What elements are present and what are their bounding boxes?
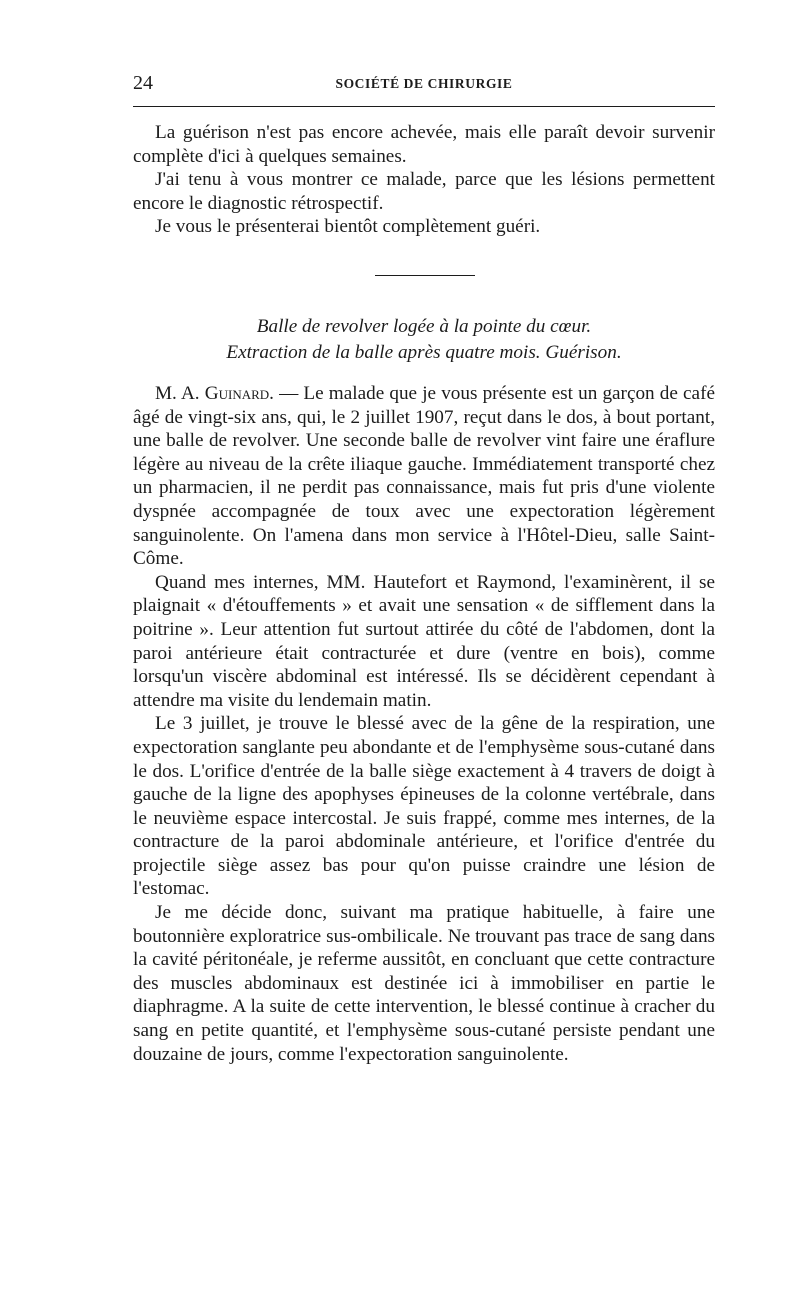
article-paragraph-1 (133, 382, 715, 571)
article-paragraph-3: Le 3 juillet, je trouve le blessé avec de la gêne de la respiration, une expectoration sanglante peu abondante et de l'emphysème sous-cutané dans le dos. L'orifice d'entrée de la balle siège exactement à 4 travers de doigt à gauche de la ligne des apophyses épineuses de la colonne vertébrale, dans le neuvième espace intercostal. Je suis frappé, comme mes internes, de la contracture de la paroi abdominale antérieure, et l'orifice d'entrée du projectile siège assez bas pour qu'on puisse craindre une lésion de l'estomac. (133, 713, 715, 900)
article-body (133, 382, 715, 1066)
article-title-line-2: Extraction de la balle après quatre mois. Guérison. (226, 342, 622, 363)
header-rule (133, 106, 715, 107)
article-title (133, 314, 715, 366)
running-head: SOCIÉTÉ DE CHIRURGIE (335, 76, 513, 91)
intro-paragraph-2: J'ai tenu à vous montrer ce malade, parce que les lésions permettent encore le diagnostic rétrospectif. (133, 169, 715, 214)
author-name: M. A. Guinard. (155, 383, 274, 404)
article-paragraph-1-text: — Le malade que je vous présente est un garçon de café âgé de vingt-six ans, qui, le 2 juillet 1907, reçut dans le dos, à bout portant, une balle de revolver. Une seconde balle de revolver vint faire une éraflure légère au niveau de la crête iliaque gauche. Immédiatement transporté chez un pharmacien, il ne perdit pas connaissance, mais fut pris d'une violente dyspnée accompagnée de toux avec une expectoration légèrement sanguinolente. On l'amena dans mon service à l'Hôtel-Dieu, salle Saint-Côme. (133, 383, 715, 570)
section-separator (375, 275, 475, 276)
intro-text (133, 121, 715, 239)
article-title-line-1: Balle de revolver logée à la pointe du cœur. (256, 316, 592, 337)
page-number: 24 (133, 72, 153, 94)
article-paragraph-2: Quand mes internes, MM. Hautefort et Raymond, l'examinèrent, il se plaignait « d'étouffements » et avait une sensation « de sifflement dans la poitrine ». Leur attention fut surtout attirée du côté de l'abdomen, dont la paroi antérieure était contracturée et dure (ventre en bois), comme lorsqu'un viscère abdominal est intéressé. Ils se décidèrent cependant à attendre ma visite du lendemain matin. (133, 571, 715, 711)
intro-paragraph-1: La guérison n'est pas encore achevée, mais elle paraît devoir survenir complète d'ici à quelques semaines. (133, 122, 715, 167)
page-header (133, 72, 715, 98)
intro-paragraph-3: Je vous le présenterai bientôt complètement guéri. (155, 216, 541, 238)
article-paragraph-4: Je me décide donc, suivant ma pratique habituelle, à faire une boutonnière exploratrice sus-ombilicale. Ne trouvant pas trace de sang dans la cavité péritonéale, je referme aussitôt, en concluant que cette contracture des muscles abdominaux est destinée ici à immobiliser en partie le diaphragme. A la suite de cette intervention, le blessé continue à cracher du sang en petite quantité, et l'emphysème sous-cutané persiste pendant une douzaine de jours, comme l'expectoration sanguinolente. (133, 902, 715, 1065)
